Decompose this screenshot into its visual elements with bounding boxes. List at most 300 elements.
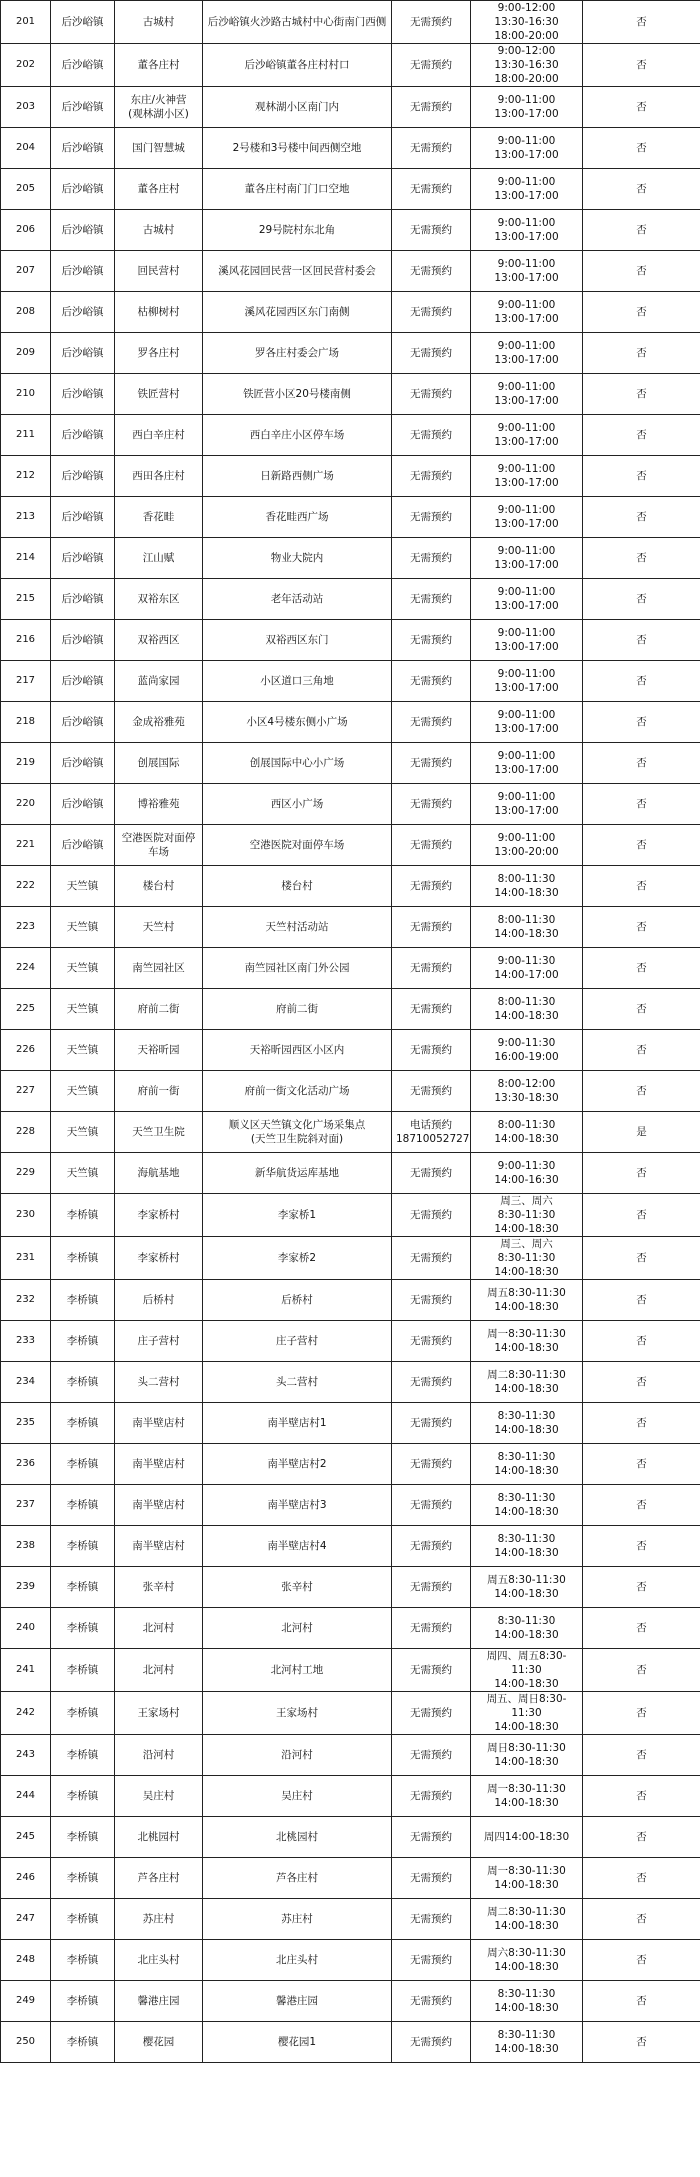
address-cell: 吴庄村 [203,1776,392,1817]
site-cell: 天竺村 [115,907,203,948]
row-number: 202 [1,44,51,87]
hours-cell: 8:30-11:30 14:00-18:30 [471,2022,583,2063]
table-row [1,784,700,825]
booking-cell: 无需预约 [392,1444,471,1485]
table-row [1,2022,700,2063]
town-cell: 天竺镇 [51,1153,115,1194]
address-cell: 南半壁店村1 [203,1403,392,1444]
row-number: 218 [1,702,51,743]
booking-cell: 无需预约 [392,1194,471,1237]
booking-cell: 无需预约 [392,128,471,169]
hours-cell: 8:00-11:30 14:00-18:30 [471,866,583,907]
hours-cell: 9:00-11:00 13:00-17:00 [471,374,583,415]
site-cell: 西田各庄村 [115,456,203,497]
address-cell: 北河村 [203,1608,392,1649]
booking-cell: 无需预约 [392,661,471,702]
town-cell: 后沙峪镇 [51,456,115,497]
town-cell: 天竺镇 [51,1030,115,1071]
address-cell: 空港医院对面停车场 [203,825,392,866]
site-cell: 博裕雅苑 [115,784,203,825]
town-cell: 李桥镇 [51,1858,115,1899]
fee-cell: 否 [583,128,700,169]
booking-cell: 无需预约 [392,333,471,374]
booking-cell: 无需预约 [392,1776,471,1817]
row-number: 233 [1,1321,51,1362]
address-cell: 苏庄村 [203,1899,392,1940]
site-cell: 南半壁店村 [115,1485,203,1526]
hours-cell: 9:00-11:00 13:00-17:00 [471,620,583,661]
hours-cell: 8:30-11:30 14:00-18:30 [471,1981,583,2022]
fee-cell: 否 [583,210,700,251]
hours-cell: 9:00-11:00 13:00-17:00 [471,333,583,374]
site-cell: 沿河村 [115,1735,203,1776]
table-row [1,1403,700,1444]
site-cell: 回民营村 [115,251,203,292]
hours-cell: 9:00-11:00 13:00-17:00 [471,579,583,620]
town-cell: 李桥镇 [51,2022,115,2063]
site-cell: 南半壁店村 [115,1526,203,1567]
hours-cell: 8:00-11:30 14:00-18:30 [471,907,583,948]
row-number: 206 [1,210,51,251]
row-number: 246 [1,1858,51,1899]
fee-cell: 否 [583,1649,700,1692]
site-cell: 江山赋 [115,538,203,579]
fee-cell: 否 [583,743,700,784]
fee-cell: 否 [583,1362,700,1403]
fee-cell: 否 [583,251,700,292]
town-cell: 李桥镇 [51,1526,115,1567]
booking-cell: 无需预约 [392,1321,471,1362]
site-cell: 国门智慧城 [115,128,203,169]
address-cell: 南竺园社区南门外公园 [203,948,392,989]
site-cell: 天竺卫生院 [115,1112,203,1153]
fee-cell: 否 [583,1858,700,1899]
hours-cell: 周二8:30-11:30 14:00-18:30 [471,1362,583,1403]
hours-cell: 9:00-11:00 13:00-17:00 [471,210,583,251]
table-row [1,1030,700,1071]
fee-cell: 否 [583,1,700,44]
site-cell: 铁匠营村 [115,374,203,415]
town-cell: 李桥镇 [51,1280,115,1321]
hours-cell: 8:30-11:30 14:00-18:30 [471,1485,583,1526]
table-row [1,1608,700,1649]
hours-cell: 9:00-11:00 13:00-17:00 [471,415,583,456]
town-cell: 李桥镇 [51,1237,115,1280]
table-row [1,1776,700,1817]
booking-cell: 无需预约 [392,415,471,456]
booking-cell: 无需预约 [392,2022,471,2063]
town-cell: 天竺镇 [51,1112,115,1153]
table-row [1,579,700,620]
town-cell: 后沙峪镇 [51,1,115,44]
site-cell: 双裕东区 [115,579,203,620]
table-row [1,1567,700,1608]
row-number: 241 [1,1649,51,1692]
booking-cell: 无需预约 [392,1735,471,1776]
row-number: 249 [1,1981,51,2022]
town-cell: 后沙峪镇 [51,333,115,374]
booking-cell: 无需预约 [392,866,471,907]
row-number: 210 [1,374,51,415]
fee-cell: 否 [583,702,700,743]
site-cell: 头二营村 [115,1362,203,1403]
town-cell: 李桥镇 [51,1485,115,1526]
booking-cell: 无需预约 [392,1362,471,1403]
address-cell: 顺义区天竺镇文化广场采集点 (天竺卫生院斜对面) [203,1112,392,1153]
site-cell: 罗各庄村 [115,333,203,374]
site-cell: 蓝尚家园 [115,661,203,702]
table-row [1,1362,700,1403]
address-cell: 西白辛庄小区停车场 [203,415,392,456]
site-cell: 古城村 [115,210,203,251]
hours-cell: 9:00-11:00 13:00-17:00 [471,456,583,497]
table-row [1,620,700,661]
address-cell: 头二营村 [203,1362,392,1403]
booking-cell: 无需预约 [392,1526,471,1567]
row-number: 213 [1,497,51,538]
hours-cell: 8:30-11:30 14:00-18:30 [471,1444,583,1485]
fee-cell: 否 [583,661,700,702]
site-cell: 后桥村 [115,1280,203,1321]
town-cell: 李桥镇 [51,1608,115,1649]
row-number: 242 [1,1692,51,1735]
town-cell: 后沙峪镇 [51,169,115,210]
row-number: 225 [1,989,51,1030]
fee-cell: 否 [583,1776,700,1817]
site-cell: 馨港庄园 [115,1981,203,2022]
row-number: 201 [1,1,51,44]
town-cell: 天竺镇 [51,1071,115,1112]
booking-cell: 无需预约 [392,1817,471,1858]
address-cell: 铁匠营小区20号楼南侧 [203,374,392,415]
table-row [1,1153,700,1194]
fee-cell: 是 [583,1112,700,1153]
site-cell: 南半壁店村 [115,1444,203,1485]
row-number: 212 [1,456,51,497]
table-row [1,169,700,210]
fee-cell: 否 [583,989,700,1030]
row-number: 214 [1,538,51,579]
table-row [1,1858,700,1899]
table-row [1,1112,700,1153]
fee-cell: 否 [583,1567,700,1608]
fee-cell: 否 [583,44,700,87]
row-number: 208 [1,292,51,333]
table-row [1,1981,700,2022]
booking-cell: 无需预约 [392,292,471,333]
fee-cell: 否 [583,374,700,415]
address-cell: 南半壁店村4 [203,1526,392,1567]
address-cell: 小区4号楼东侧小广场 [203,702,392,743]
address-cell: 物业大院内 [203,538,392,579]
site-cell: 楼台村 [115,866,203,907]
site-cell: 东庄/火神营 (观林湖小区) [115,87,203,128]
address-cell: 张辛村 [203,1567,392,1608]
town-cell: 李桥镇 [51,1403,115,1444]
booking-cell: 无需预约 [392,948,471,989]
site-cell: 创展国际 [115,743,203,784]
hours-cell: 周一8:30-11:30 14:00-18:30 [471,1776,583,1817]
booking-cell: 无需预约 [392,702,471,743]
hours-cell: 8:30-11:30 14:00-18:30 [471,1608,583,1649]
town-cell: 天竺镇 [51,866,115,907]
address-cell: 2号楼和3号楼中间西侧空地 [203,128,392,169]
hours-cell: 9:00-11:00 13:00-17:00 [471,497,583,538]
address-cell: 府前一街文化活动广场 [203,1071,392,1112]
row-number: 220 [1,784,51,825]
town-cell: 后沙峪镇 [51,415,115,456]
table-row [1,743,700,784]
hours-cell: 9:00-11:00 13:00-17:00 [471,169,583,210]
town-cell: 后沙峪镇 [51,825,115,866]
row-number: 219 [1,743,51,784]
hours-cell: 周日8:30-11:30 14:00-18:30 [471,1735,583,1776]
row-number: 229 [1,1153,51,1194]
row-number: 204 [1,128,51,169]
fee-cell: 否 [583,1940,700,1981]
hours-cell: 周五、周日8:30-11:30 14:00-18:30 [471,1692,583,1735]
town-cell: 天竺镇 [51,948,115,989]
fee-cell: 否 [583,866,700,907]
booking-cell: 无需预约 [392,456,471,497]
table-row [1,1237,700,1280]
row-number: 224 [1,948,51,989]
booking-cell: 无需预约 [392,210,471,251]
row-number: 238 [1,1526,51,1567]
table-row [1,1940,700,1981]
fee-cell: 否 [583,87,700,128]
fee-cell: 否 [583,784,700,825]
town-cell: 李桥镇 [51,1321,115,1362]
fee-cell: 否 [583,415,700,456]
fee-cell: 否 [583,1321,700,1362]
town-cell: 李桥镇 [51,1444,115,1485]
row-number: 243 [1,1735,51,1776]
hours-cell: 周三、周六 8:30-11:30 14:00-18:30 [471,1237,583,1280]
hours-cell: 8:00-11:30 14:00-18:30 [471,989,583,1030]
address-cell: 李家桥1 [203,1194,392,1237]
hours-cell: 周一8:30-11:30 14:00-18:30 [471,1321,583,1362]
table-row [1,251,700,292]
table-row [1,1692,700,1735]
hours-cell: 周四14:00-18:30 [471,1817,583,1858]
row-number: 230 [1,1194,51,1237]
town-cell: 李桥镇 [51,1567,115,1608]
hours-cell: 9:00-11:00 13:00-17:00 [471,661,583,702]
table-row [1,415,700,456]
site-cell: 董各庄村 [115,44,203,87]
site-cell: 枯柳树村 [115,292,203,333]
fee-cell: 否 [583,1153,700,1194]
row-number: 236 [1,1444,51,1485]
address-cell: 西区小广场 [203,784,392,825]
row-number: 235 [1,1403,51,1444]
address-cell: 南半壁店村3 [203,1485,392,1526]
site-cell: 南半壁店村 [115,1403,203,1444]
address-cell: 双裕西区东门 [203,620,392,661]
town-cell: 李桥镇 [51,1817,115,1858]
hours-cell: 周六8:30-11:30 14:00-18:30 [471,1940,583,1981]
hours-cell: 周二8:30-11:30 14:00-18:30 [471,1899,583,1940]
address-cell: 北桃园村 [203,1817,392,1858]
town-cell: 后沙峪镇 [51,661,115,702]
row-number: 211 [1,415,51,456]
table-row [1,1321,700,1362]
fee-cell: 否 [583,1237,700,1280]
site-cell: 吴庄村 [115,1776,203,1817]
town-cell: 李桥镇 [51,1981,115,2022]
address-cell: 李家桥2 [203,1237,392,1280]
hours-cell: 周四、周五8:30-11:30 14:00-18:30 [471,1649,583,1692]
row-number: 244 [1,1776,51,1817]
hours-cell: 9:00-11:30 16:00-19:00 [471,1030,583,1071]
table-row [1,497,700,538]
table-row [1,1817,700,1858]
row-number: 222 [1,866,51,907]
booking-cell: 无需预约 [392,907,471,948]
booking-cell: 无需预约 [392,1899,471,1940]
site-cell: 北河村 [115,1608,203,1649]
site-cell: 北桃园村 [115,1817,203,1858]
table-row [1,1280,700,1321]
address-cell: 南半壁店村2 [203,1444,392,1485]
address-cell: 北河村工地 [203,1649,392,1692]
town-cell: 天竺镇 [51,907,115,948]
site-cell: 空港医院对面停车场 [115,825,203,866]
address-cell: 后沙峪镇董各庄村村口 [203,44,392,87]
booking-cell: 无需预约 [392,1940,471,1981]
hours-cell: 9:00-11:00 13:00-17:00 [471,538,583,579]
table-row [1,210,700,251]
booking-cell: 无需预约 [392,1485,471,1526]
hours-cell: 9:00-11:00 13:00-17:00 [471,128,583,169]
site-cell: 王家场村 [115,1692,203,1735]
site-cell: 府前一街 [115,1071,203,1112]
fee-cell: 否 [583,579,700,620]
town-cell: 李桥镇 [51,1692,115,1735]
town-cell: 后沙峪镇 [51,620,115,661]
hours-cell: 周一8:30-11:30 14:00-18:30 [471,1858,583,1899]
town-cell: 后沙峪镇 [51,538,115,579]
booking-cell: 无需预约 [392,497,471,538]
hours-cell: 9:00-12:00 13:30-16:30 18:00-20:00 [471,44,583,87]
site-cell: 南竺园社区 [115,948,203,989]
address-cell: 后沙峪镇火沙路古城村中心街南门西侧 [203,1,392,44]
fee-cell: 否 [583,1608,700,1649]
hours-cell: 9:00-11:00 13:00-17:00 [471,784,583,825]
booking-cell: 无需预约 [392,1071,471,1112]
address-cell: 创展国际中心小广场 [203,743,392,784]
town-cell: 后沙峪镇 [51,251,115,292]
hours-cell: 8:00-12:00 13:30-18:30 [471,1071,583,1112]
site-cell: 金成裕雅苑 [115,702,203,743]
fee-cell: 否 [583,497,700,538]
fee-cell: 否 [583,456,700,497]
fee-cell: 否 [583,1403,700,1444]
town-cell: 李桥镇 [51,1735,115,1776]
town-cell: 后沙峪镇 [51,210,115,251]
row-number: 221 [1,825,51,866]
row-number: 228 [1,1112,51,1153]
address-cell: 北庄头村 [203,1940,392,1981]
table-row [1,1526,700,1567]
town-cell: 李桥镇 [51,1362,115,1403]
booking-cell: 无需预约 [392,1030,471,1071]
fee-cell: 否 [583,1071,700,1112]
booking-cell: 无需预约 [392,44,471,87]
address-cell: 观林湖小区南门内 [203,87,392,128]
town-cell: 后沙峪镇 [51,743,115,784]
booking-cell: 无需预约 [392,1237,471,1280]
town-cell: 李桥镇 [51,1899,115,1940]
fee-cell: 否 [583,1194,700,1237]
hours-cell: 周三、周六 8:30-11:30 14:00-18:30 [471,1194,583,1237]
site-cell: 西白辛庄村 [115,415,203,456]
site-cell: 李家桥村 [115,1194,203,1237]
row-number: 207 [1,251,51,292]
row-number: 245 [1,1817,51,1858]
fee-cell: 否 [583,1735,700,1776]
booking-cell: 无需预约 [392,825,471,866]
site-cell: 苏庄村 [115,1899,203,1940]
table-row [1,44,700,87]
town-cell: 后沙峪镇 [51,128,115,169]
booking-cell: 无需预约 [392,1153,471,1194]
table-row [1,1735,700,1776]
fee-cell: 否 [583,1444,700,1485]
row-number: 203 [1,87,51,128]
hours-cell: 9:00-11:00 13:00-17:00 [471,251,583,292]
row-number: 223 [1,907,51,948]
booking-cell: 无需预约 [392,169,471,210]
booking-cell: 无需预约 [392,1858,471,1899]
row-number: 237 [1,1485,51,1526]
address-cell: 29号院村东北角 [203,210,392,251]
row-number: 216 [1,620,51,661]
address-cell: 王家场村 [203,1692,392,1735]
site-cell: 李家桥村 [115,1237,203,1280]
address-cell: 罗各庄村委会广场 [203,333,392,374]
booking-cell: 无需预约 [392,743,471,784]
address-cell: 天竺村活动站 [203,907,392,948]
site-cell: 北庄头村 [115,1940,203,1981]
town-cell: 后沙峪镇 [51,497,115,538]
fee-cell: 否 [583,1526,700,1567]
address-cell: 天裕昕园西区小区内 [203,1030,392,1071]
fee-cell: 否 [583,333,700,374]
site-cell: 海航基地 [115,1153,203,1194]
site-cell: 香花畦 [115,497,203,538]
booking-cell: 无需预约 [392,1,471,44]
hours-cell: 8:30-11:30 14:00-18:30 [471,1526,583,1567]
site-cell: 府前二街 [115,989,203,1030]
booking-cell: 无需预约 [392,1981,471,2022]
site-cell: 樱花园 [115,2022,203,2063]
booking-cell: 无需预约 [392,1280,471,1321]
row-number: 205 [1,169,51,210]
hours-cell: 9:00-11:00 13:00-17:00 [471,743,583,784]
hours-cell: 9:00-11:30 14:00-16:30 [471,1153,583,1194]
row-number: 240 [1,1608,51,1649]
table-row [1,1071,700,1112]
hours-cell: 周五8:30-11:30 14:00-18:30 [471,1280,583,1321]
site-cell: 双裕西区 [115,620,203,661]
table-row [1,456,700,497]
table-row [1,333,700,374]
address-cell: 庄子营村 [203,1321,392,1362]
row-number: 234 [1,1362,51,1403]
booking-cell: 无需预约 [392,251,471,292]
